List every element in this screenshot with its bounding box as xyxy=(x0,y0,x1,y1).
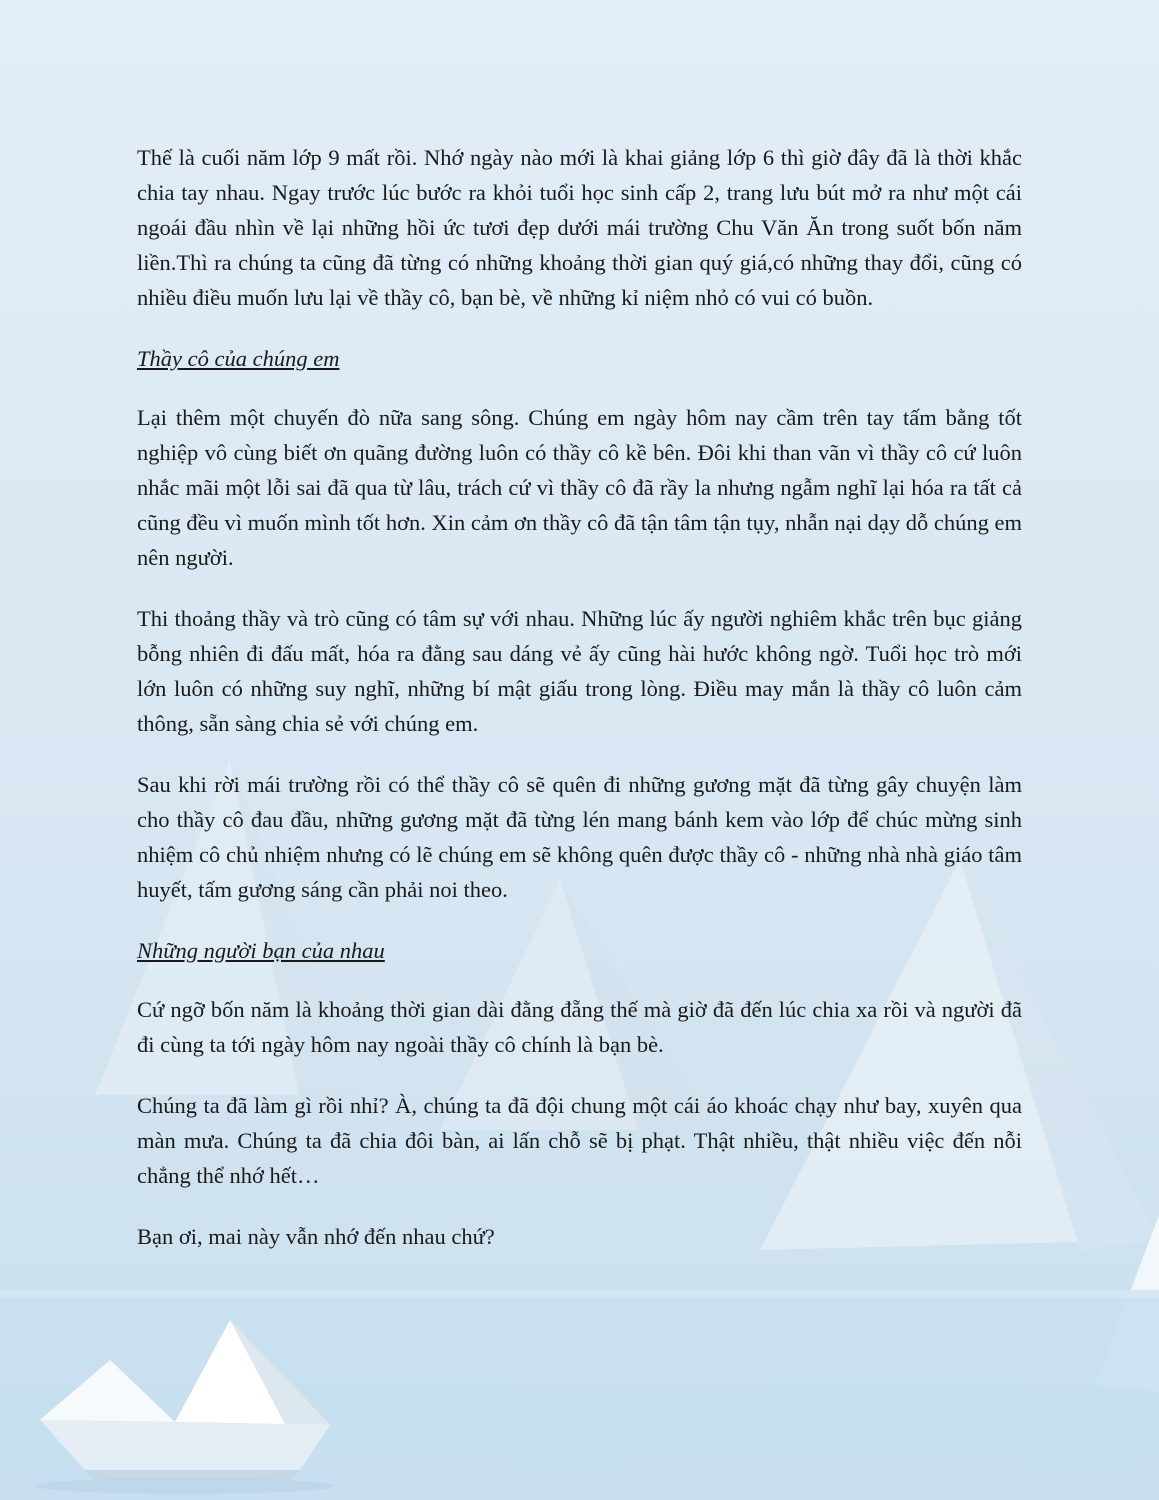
section-heading-teachers: Thầy cô của chúng em xyxy=(137,346,340,371)
teachers-paragraph-2: Thi thoảng thầy và trò cũng có tâm sự với nhau. Những lúc ấy người nghiêm khắc trên bục giảng bỗng nhiên đi đấu mất, hóa ra đằng sau dáng vẻ ấy cũng hài hước không ngờ. Tuổi học trò mới lớn luôn có những suy nghĩ, những bí mật giấu trong lòng. Điều may mắn là thầy cô luôn cảm thông, sẵn sàng chia sẻ với chúng em. xyxy=(137,606,1022,736)
friends-paragraph-2: Chúng ta đã làm gì rồi nhỉ? À, chúng ta đã đội chung một cái áo khoác chạy như bay, xuyên qua màn mưa. Chúng ta đã chia đôi bàn, ai lấn chỗ sẽ bị phạt. Thật nhiều, thật nhiều việc đến nỗi chẳng thể nhớ hết… xyxy=(137,1093,1022,1188)
teachers-paragraph-3: Sau khi rời mái trường rồi có thể thầy cô sẽ quên đi những gương mặt đã từng gây chuyện làm cho thầy cô đau đầu, những gương mặt đã từng lén mang bánh kem vào lớp để chúc mừng sinh nhiệm cô chủ nhiệm nhưng có lẽ chúng em sẽ không quên được thầy cô - những nhà nhà giáo tâm huyết, tấm gương sáng cần phải noi theo. xyxy=(137,772,1022,902)
intro-paragraph: Thế là cuối năm lớp 9 mất rồi. Nhớ ngày nào mới là khai giảng lớp 6 thì giờ đây đã là thời khắc chia tay nhau. Ngay trước lúc bước ra khỏi tuổi học sinh cấp 2, trang lưu bút mở ra như một cái ngoái đầu nhìn về lại những hồi ức tươi đẹp dưới mái trường Chu Văn Ăn trong suốt bốn năm liền.Thì ra chúng ta cũng đã từng có những khoảng thời gian quý giá,có những thay đổi, cũng có nhiều điều muốn lưu lại về thầy cô, bạn bè, về những kỉ niệm nhỏ có vui có buồn. xyxy=(137,145,1022,310)
yearbook-letter xyxy=(137,140,1022,1280)
section-heading-friends: Những người bạn của nhau xyxy=(137,938,385,963)
friends-paragraph-3: Bạn ơi, mai này vẫn nhớ đến nhau chứ? xyxy=(137,1224,495,1249)
teachers-paragraph-1: Lại thêm một chuyến đò nữa sang sông. Chúng em ngày hôm nay cầm trên tay tấm bằng tốt nghiệp vô cùng biết ơn quãng đường luôn có thầy cô kề bên. Đôi khi than vãn vì thầy cô cứ luôn nhắc mãi một lỗi sai đã qua từ lâu, trách cứ vì thầy cô đã rầy la nhưng ngẫm nghĩ lại hóa ra tất cả cũng đều vì muốn mình tốt hơn. Xin cảm ơn thầy cô đã tận tâm tận tụy, nhẫn nại dạy dỗ chúng em nên người. xyxy=(137,405,1022,570)
friends-paragraph-1: Cứ ngỡ bốn năm là khoảng thời gian dài đằng đẵng thế mà giờ đã đến lúc chia xa rồi và người đã đi cùng ta tới ngày hôm nay ngoài thầy cô chính là bạn bè. xyxy=(137,997,1022,1057)
